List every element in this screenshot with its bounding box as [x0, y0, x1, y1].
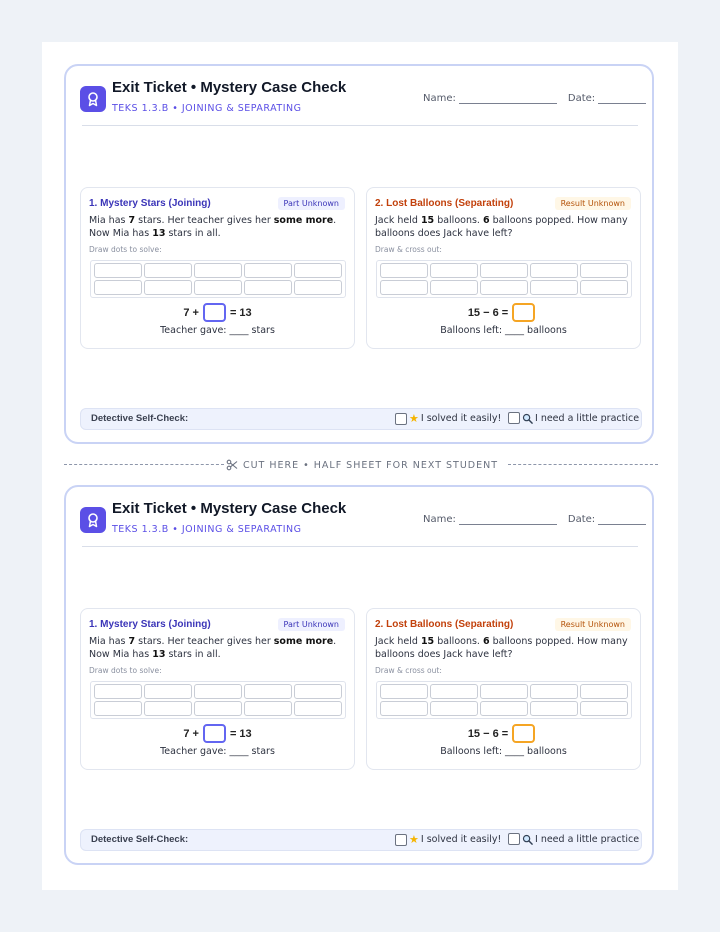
date-label: Date:: [567, 514, 596, 525]
exit-ticket-top: [64, 64, 654, 444]
star-icon: ★: [409, 833, 419, 846]
self-check-option-practice[interactable]: I need a little practice: [508, 833, 639, 845]
problem-1-tag: Part Unknown: [278, 618, 345, 631]
problem-2-hint: Draw & cross out:: [375, 245, 442, 254]
problem-1-equation: 7 + = 13: [81, 724, 354, 743]
self-check-label: Detective Self-Check:: [91, 834, 189, 845]
problem-1-text: Mia has 7 stars. Her teacher gives her some more. Now Mia has 13 stars in all.: [89, 215, 337, 239]
name-label: Name:: [423, 514, 456, 525]
ten-frame-grid[interactable]: [90, 260, 346, 298]
self-check-option-easy[interactable]: ★ I solved it easily!: [395, 412, 501, 425]
answer-box[interactable]: [203, 724, 226, 743]
problem-2-hint: Draw & cross out:: [375, 666, 442, 675]
date-label: Date:: [567, 93, 596, 104]
problem-1-title: 1. Mystery Stars (Joining): [89, 198, 211, 209]
magnifier-icon: [522, 834, 533, 845]
problem-2-text: Jack held 15 balloons. 6 balloons popped. How many balloons does Jack have left?: [375, 215, 628, 239]
problem-2-card: [366, 187, 641, 349]
problem-2-tag: Result Unknown: [555, 618, 631, 631]
problem-2-title: 2. Lost Balloons (Separating): [375, 198, 514, 209]
ten-frame-grid[interactable]: [90, 681, 346, 719]
problem-2-card: [366, 608, 641, 770]
self-check-option-easy[interactable]: ★ I solved it easily!: [395, 833, 501, 846]
problem-2-answer-line: Balloons left: ____ balloons: [440, 746, 567, 757]
name-field[interactable]: [459, 514, 557, 525]
ticket-title: Exit Ticket • Mystery Case Check: [112, 79, 347, 96]
award-badge-icon: [80, 507, 106, 533]
problem-2-equation: 15 − 6 =: [367, 303, 640, 322]
problem-2-title: 2. Lost Balloons (Separating): [375, 619, 514, 630]
problem-1-answer-line: Teacher gave: ____ stars: [160, 325, 275, 336]
ticket-title: Exit Ticket • Mystery Case Check: [112, 500, 347, 517]
ten-frame-grid[interactable]: [376, 681, 632, 719]
problem-1-title: 1. Mystery Stars (Joining): [89, 619, 211, 630]
self-check-bar: [80, 829, 642, 851]
problem-1-equation: 7 + = 13: [81, 303, 354, 322]
problem-1-hint: Draw dots to solve:: [89, 666, 162, 675]
checkbox[interactable]: [508, 833, 520, 845]
problem-1-answer-line: Teacher gave: ____ stars: [160, 746, 275, 757]
magnifier-icon: [522, 413, 533, 424]
self-check-label: Detective Self-Check:: [91, 413, 189, 424]
ten-frame-grid[interactable]: [376, 260, 632, 298]
problem-2-equation: 15 − 6 =: [367, 724, 640, 743]
header-divider: [82, 546, 638, 547]
date-field[interactable]: [598, 514, 646, 525]
award-badge-icon: [80, 86, 106, 112]
ticket-subtitle: TEKS 1.3.B • JOINING & SEPARATING: [112, 524, 302, 535]
name-date-fields: [423, 514, 646, 525]
date-field[interactable]: [598, 93, 646, 104]
star-icon: ★: [409, 412, 419, 425]
problem-1-text: Mia has 7 stars. Her teacher gives her some more. Now Mia has 13 stars in all.: [89, 636, 337, 660]
name-date-fields: [423, 93, 646, 104]
problem-1-card: [80, 608, 355, 770]
ticket-subtitle: TEKS 1.3.B • JOINING & SEPARATING: [112, 103, 302, 114]
scissors-icon: [226, 459, 238, 471]
problem-1-tag: Part Unknown: [278, 197, 345, 210]
exit-ticket-bottom: [64, 485, 654, 865]
cut-line: [42, 457, 678, 471]
problem-2-tag: Result Unknown: [555, 197, 631, 210]
cut-line-text: CUT HERE • HALF SHEET FOR NEXT STUDENT: [242, 459, 499, 471]
checkbox[interactable]: [508, 412, 520, 424]
problem-2-text: Jack held 15 balloons. 6 balloons popped. How many balloons does Jack have left?: [375, 636, 628, 660]
answer-box[interactable]: [512, 303, 535, 322]
worksheet-page: [42, 42, 678, 890]
header-divider: [82, 125, 638, 126]
name-label: Name:: [423, 93, 456, 104]
problem-1-card: [80, 187, 355, 349]
checkbox[interactable]: [395, 834, 407, 846]
answer-box[interactable]: [512, 724, 535, 743]
answer-box[interactable]: [203, 303, 226, 322]
problem-1-hint: Draw dots to solve:: [89, 245, 162, 254]
self-check-option-practice[interactable]: I need a little practice: [508, 412, 639, 424]
checkbox[interactable]: [395, 413, 407, 425]
name-field[interactable]: [459, 93, 557, 104]
problem-2-answer-line: Balloons left: ____ balloons: [440, 325, 567, 336]
self-check-bar: [80, 408, 642, 430]
